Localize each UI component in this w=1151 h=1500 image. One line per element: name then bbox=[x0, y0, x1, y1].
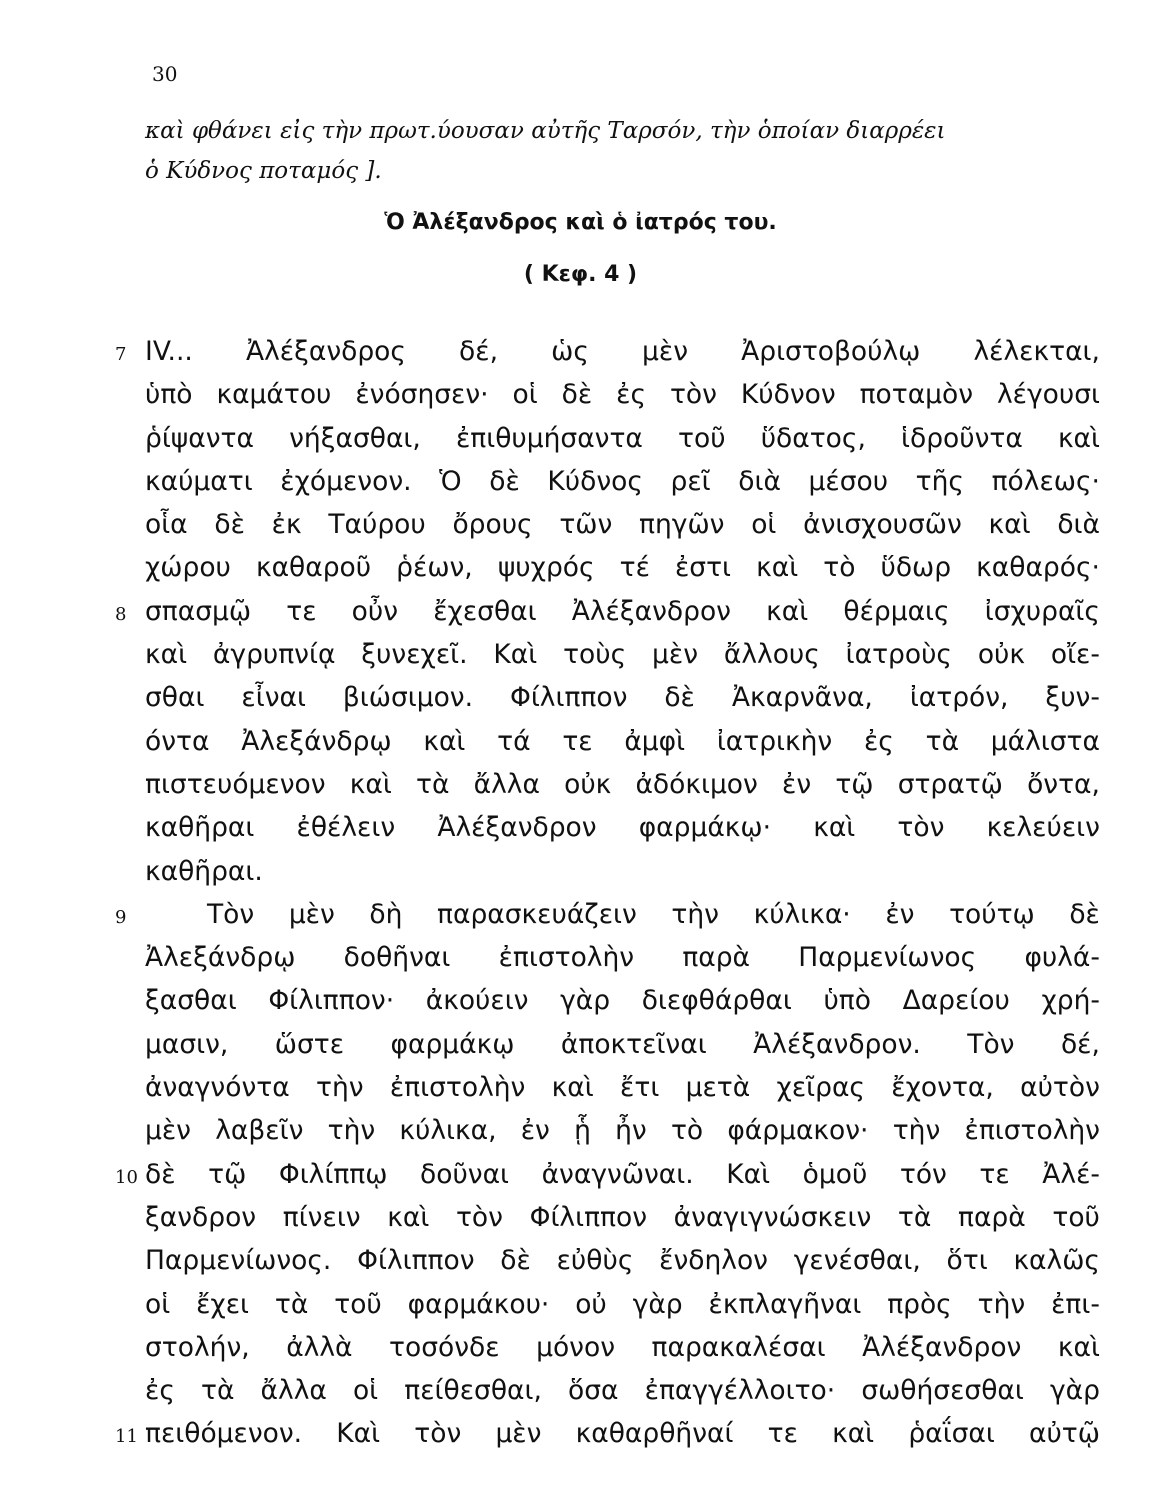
text-line bbox=[145, 1326, 1100, 1369]
text-line bbox=[145, 1369, 1100, 1412]
line-text: οἱ ἔχει τὰ τοῦ φαρμάκου· οὐ γὰρ ἐκπλαγῆναι πρὸς τὴν ἐπι- bbox=[145, 1288, 1100, 1320]
line-text: καθῆραι ἐθέλειν Ἀλέξανδρον φαρμάκῳ· καὶ τὸν κελεύειν bbox=[145, 812, 1100, 844]
line-text: ξανδρον πίνειν καὶ τὸν Φίλιππον ἀναγιγνώσκειν τὰ παρὰ τοῦ bbox=[145, 1201, 1100, 1233]
text-line bbox=[145, 460, 1100, 503]
line-text: ὑπὸ καμάτου ἐνόσησεν· οἱ δὲ ἐς τὸν Κύδνον ποταμὸν λέγουσι bbox=[145, 379, 1100, 411]
line-text: καθῆραι. bbox=[145, 855, 263, 887]
text-line bbox=[145, 503, 1100, 546]
line-text: πειθόμενον. Καὶ τὸν μὲν καθαρθῆναί τε καὶ ῥαΐσαι αὐτῷ bbox=[145, 1418, 1100, 1450]
text-line bbox=[145, 1109, 1100, 1152]
margin-section-number: 7 bbox=[115, 344, 127, 365]
line-text: μασιν, ὥστε φαρμάκῳ ἀποκτεῖναι Ἀλέξανδρον. Τὸν δέ, bbox=[145, 1028, 1100, 1060]
line-text: IV... Ἀλέξανδρος δέ, ὡς μὲν Ἀριστοβούλῳ λέλεκται, bbox=[145, 336, 1100, 367]
text-line bbox=[145, 720, 1100, 763]
line-text: Τὸν μὲν δὴ παρασκευάζειν τὴν κύλικα· ἐν τούτῳ δὲ bbox=[207, 898, 1100, 930]
text-line bbox=[145, 417, 1100, 460]
margin-section-number: 9 bbox=[115, 906, 127, 928]
text-line bbox=[145, 1023, 1100, 1066]
line-text: μὲν λαβεῖν τὴν κύλικα, ἐν ᾗ ἦν τὸ φάρμακον· τὴν ἐπιστολὴν bbox=[145, 1115, 1100, 1147]
text-line bbox=[145, 806, 1100, 849]
intro-paragraph bbox=[145, 118, 1095, 198]
text-line bbox=[145, 546, 1100, 589]
text-line bbox=[145, 676, 1100, 719]
text-line bbox=[115, 590, 1100, 633]
line-text: καὶ ἀγρυπνίᾳ ξυνεχεῖ. Καὶ τοὺς μὲν ἄλλους ἰατροὺς οὐκ οἴε- bbox=[145, 639, 1100, 671]
text-line bbox=[115, 893, 1100, 936]
text-line bbox=[145, 1066, 1100, 1109]
line-text: ἐς τὰ ἄλλα οἱ πείθεσθαι, ὅσα ἐπαγγέλλοιτο· σωθήσεσθαι γὰρ bbox=[145, 1375, 1100, 1407]
page-number: 30 bbox=[152, 62, 178, 86]
text-line bbox=[145, 1239, 1100, 1282]
line-text: χώρου καθαροῦ ῥέων, ψυχρός τέ ἐστι καὶ τὸ ὕδωρ καθαρός· bbox=[145, 552, 1100, 584]
line-text: στολήν, ἀλλὰ τοσόνδε μόνον παρακαλέσαι Ἀλέξανδρον καὶ bbox=[145, 1331, 1100, 1363]
text-line bbox=[145, 763, 1100, 806]
margin-section-number: 8 bbox=[115, 603, 127, 625]
line-text: ῥίψαντα νήξασθαι, ἐπιθυμήσαντα τοῦ ὕδατος, ἱδροῦντα καὶ bbox=[145, 422, 1100, 454]
margin-section-number: 10 bbox=[115, 1166, 138, 1188]
text-line bbox=[115, 1412, 1100, 1455]
text-line bbox=[145, 633, 1100, 676]
line-text: σπασμῷ τε οὖν ἔχεσθαι Ἀλέξανδρον καὶ θέρμαις ἰσχυραῖς bbox=[145, 595, 1100, 627]
section-title: Ὁ Ἀλέξανδρος καὶ ὁ ἰατρός του. bbox=[384, 210, 777, 235]
chapter-reference: ( Κεφ. 4 ) bbox=[523, 262, 638, 287]
line-text: ξασθαι Φίλιππον· ἀκούειν γὰρ διεφθάρθαι ὑπὸ Δαρείου χρή- bbox=[145, 985, 1100, 1017]
line-text: ἀναγνόντα τὴν ἐπιστολὴν καὶ ἔτι μετὰ χεῖρας ἔχοντα, αὐτὸν bbox=[145, 1072, 1100, 1104]
text-line bbox=[145, 850, 1100, 893]
line-text: δὲ τῷ Φιλίππῳ δοῦναι ἀναγνῶναι. Καὶ ὁμοῦ τόν τε Ἀλέ- bbox=[145, 1158, 1100, 1190]
text-line bbox=[145, 979, 1100, 1022]
text-line bbox=[145, 373, 1100, 416]
line-text: Παρμενίωνος. Φίλιππον δὲ εὐθὺς ἔνδηλον γενέσθαι, ὅτι καλῶς bbox=[145, 1245, 1100, 1277]
intro-line: καὶ φθάνει εἰς τὴν πρωτ.ύουσαν αὐτῆς Ταρσόν, τὴν ὁποίαν διαρρέει bbox=[145, 118, 946, 144]
line-text: οἷα δὲ ἐκ Ταύρου ὄρους τῶν πηγῶν οἱ ἀνισχουσῶν καὶ διὰ bbox=[145, 509, 1100, 541]
line-text: πιστευόμενον καὶ τὰ ἄλλα οὐκ ἀδόκιμον ἐν τῷ στρατῷ ὄντα, bbox=[145, 768, 1100, 800]
text-line bbox=[145, 1283, 1100, 1326]
line-text: Ἀλεξάνδρῳ δοθῆναι ἐπιστολὴν παρὰ Παρμενίωνος φυλά- bbox=[145, 942, 1100, 974]
line-text: σθαι εἶναι βιώσιμον. Φίλιππον δὲ Ἀκαρνᾶνα, ἰατρόν, ξυν- bbox=[145, 682, 1100, 714]
line-text: όντα Ἀλεξάνδρῳ καὶ τά τε ἀμφὶ ἰατρικὴν ἐς τὰ μάλιστα bbox=[145, 725, 1100, 757]
text-line bbox=[145, 1196, 1100, 1239]
intro-line: ὁ Κύδνος ποταμός ]. bbox=[145, 158, 382, 184]
text-line bbox=[145, 936, 1100, 979]
text-line bbox=[115, 330, 1100, 373]
line-text: καύματι ἐχόμενον. Ὁ δὲ Κύδνος ρεῖ διὰ μέσου τῆς πόλεως· bbox=[145, 465, 1100, 497]
main-text bbox=[115, 330, 1100, 1456]
text-line bbox=[115, 1153, 1100, 1196]
margin-section-number: 11 bbox=[115, 1426, 138, 1448]
